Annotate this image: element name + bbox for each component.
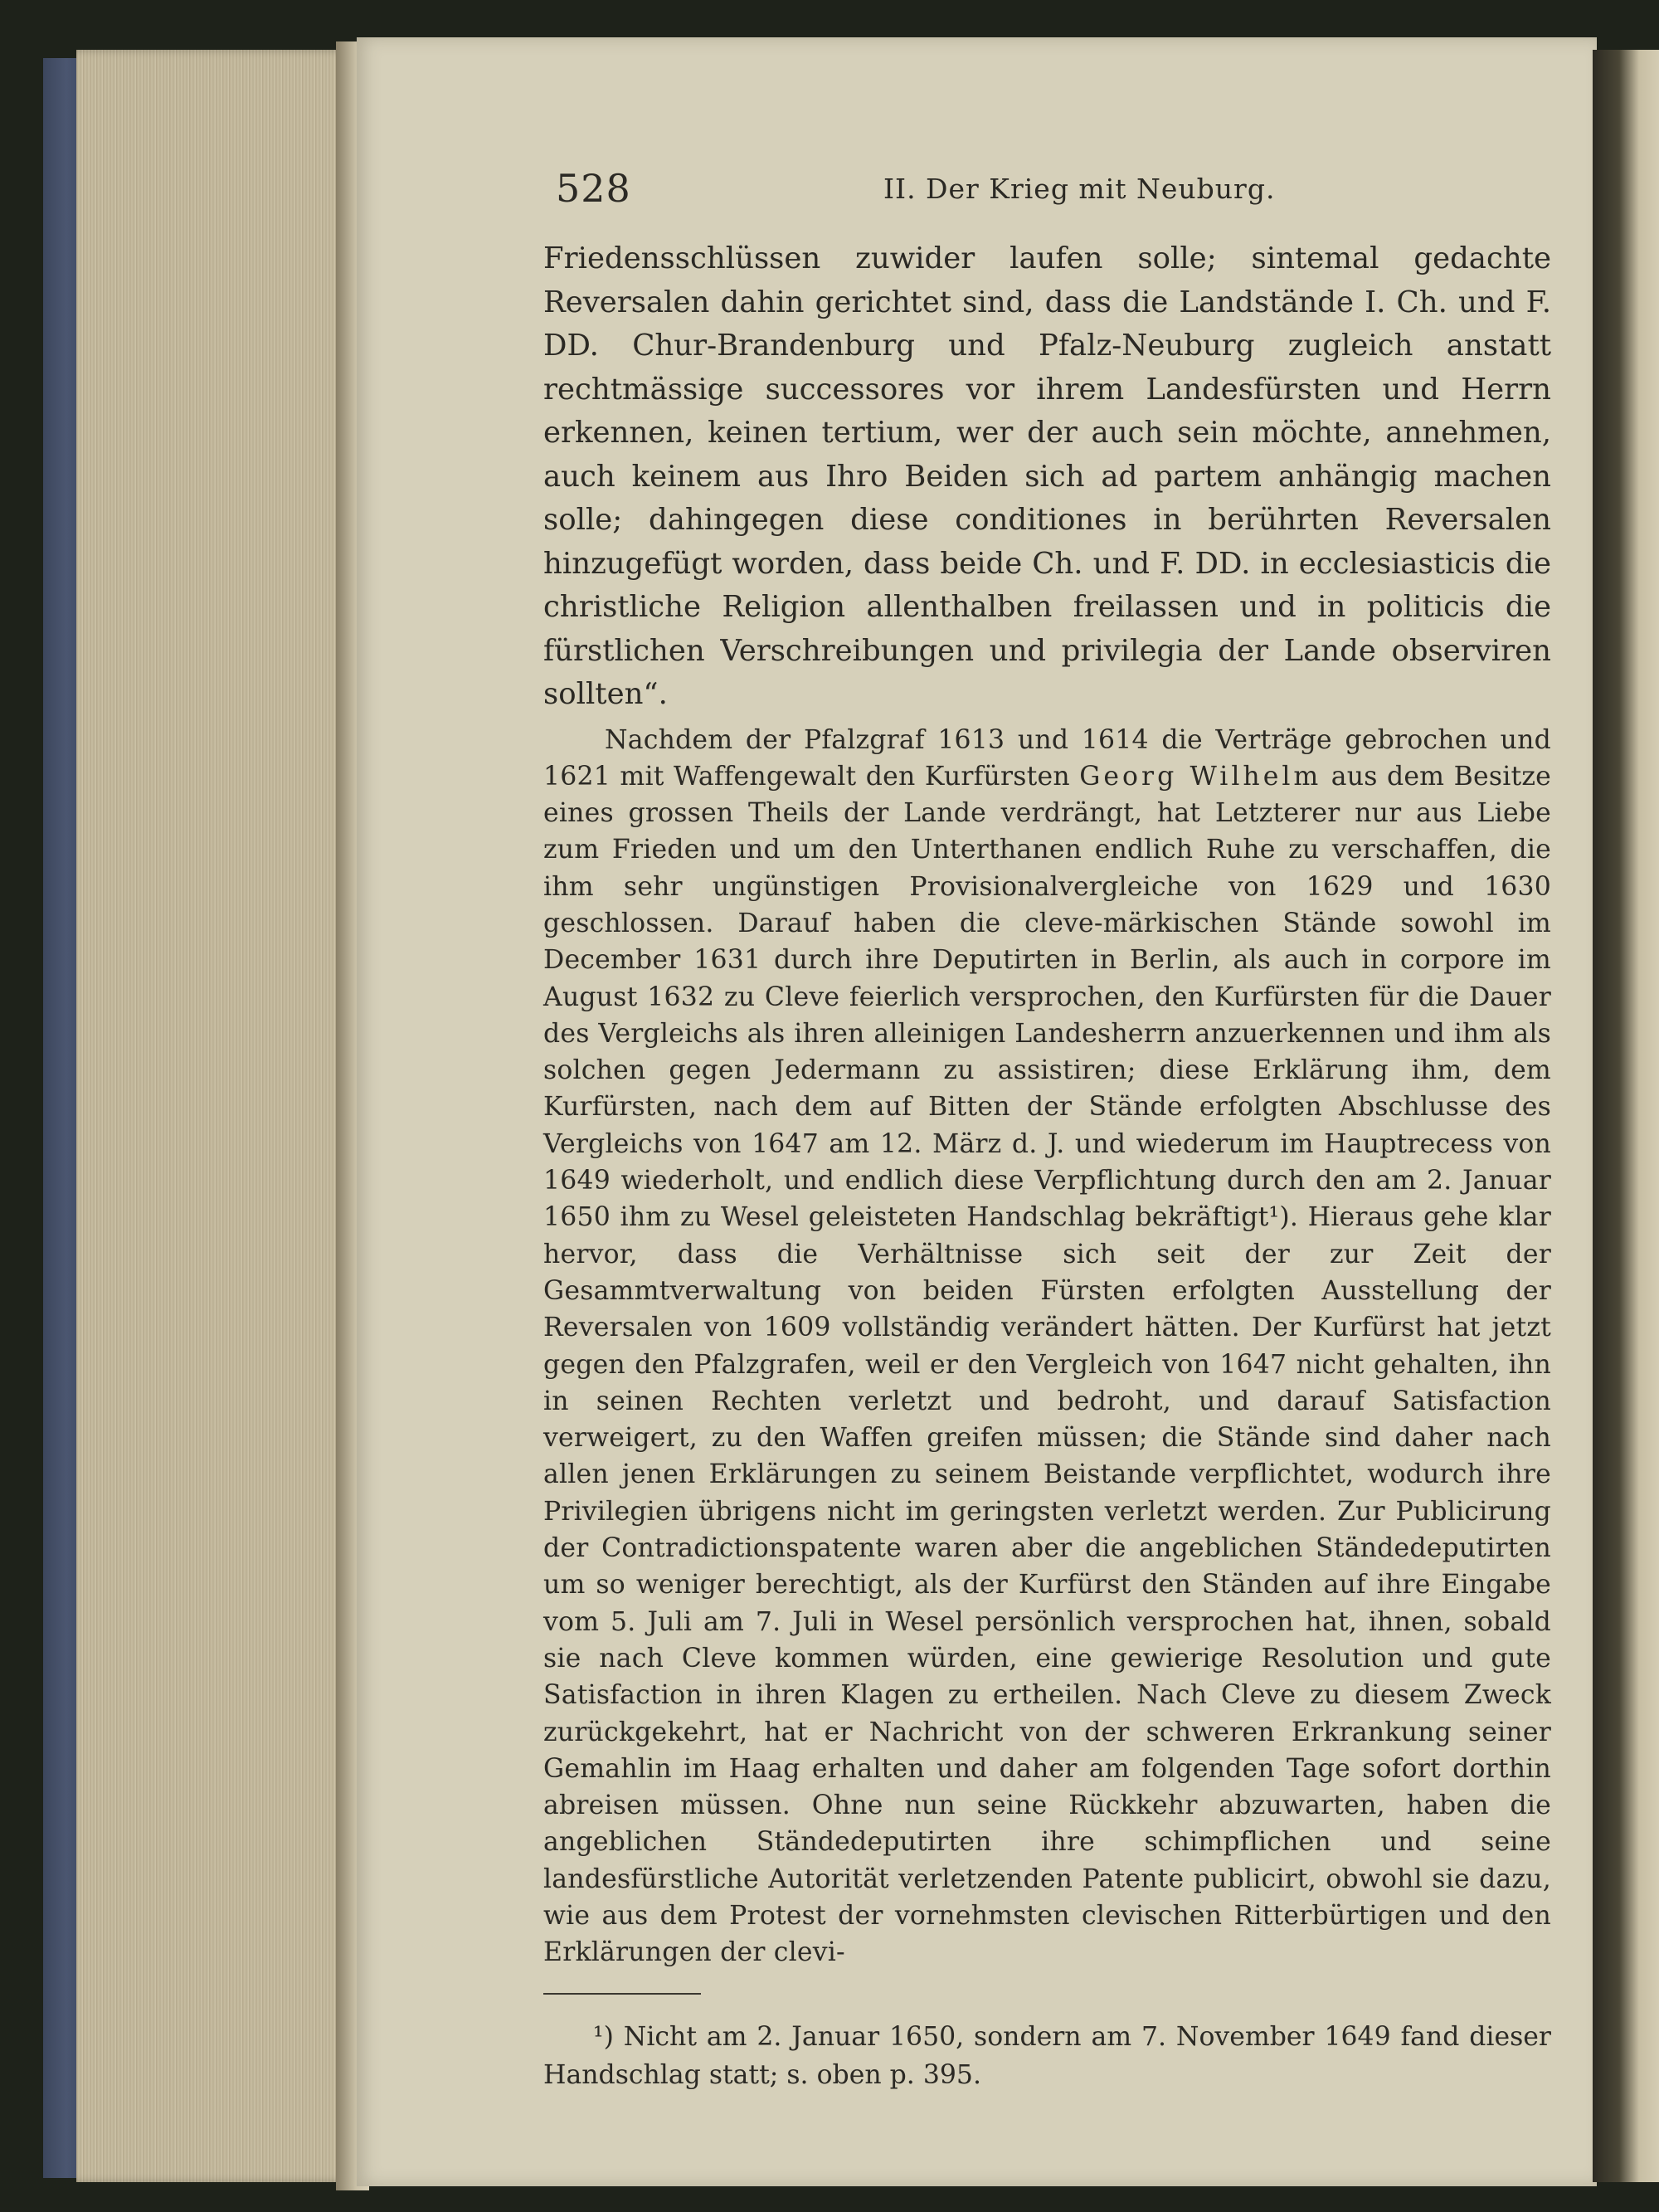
- footnote: ¹) Nicht am 2. Januar 1650, sondern am 7. November 1649 fand dieser Handschlag statt; s. oben p. 395.: [543, 2021, 1551, 2090]
- page-block-edges: [76, 50, 358, 2182]
- facing-page-edge: [1593, 50, 1659, 2182]
- person-name: Georg Wilhelm: [1079, 761, 1322, 792]
- paragraph-1: Friedensschlüssen zuwider laufen solle; sintemal gedachte Reversalen dahin gerichtet sind, dass die Landstände I. Ch. und F. DD. Chur-Brandenburg und Pfalz-Neuburg zugleich anstatt rechtmässige successores vor ihrem Landesfürsten und Herrn erkennen, keinen tertium, wer der auch sein möchte, annehmen, auch keinem aus Ihro Beiden sich ad partem anhängig machen solle; dahingegen diese conditiones in berührten Reversalen hinzugefügt worden, dass beide Ch. und F. DD. in ecclesiasticis die christliche Religion allenthalben freilassen und in politicis die fürstlichen Verschreibungen und privilegia der Lande observiren sollten“.: [543, 241, 1551, 711]
- footnote-rule: [543, 1993, 701, 1995]
- page-header: [543, 166, 1551, 216]
- paragraph-2: [543, 722, 1551, 1971]
- running-head: II. Der Krieg mit Neuburg.: [883, 173, 1276, 205]
- text-block: [543, 166, 1551, 2120]
- page-number: 528: [556, 166, 631, 211]
- paragraph-2-intro: Nachdem der Pfalzgraf 1613 und 1614 die Verträge gebrochen und 1621 mit Waffengewalt den Kurfürsten: [543, 724, 1551, 792]
- paragraph-2-rest: aus dem Besitze eines grossen Theils der Lande verdrängt, hat Letzterer nur aus Liebe zum Frieden und um den Unterthanen endlich Ruhe zu verschaffen, die ihm sehr ungünstigen Provisionalvergleiche von 1629 und 1630 geschlossen. Darauf haben die cleve-märkischen Stände sowohl im December 1631 durch ihre Deputirten in Berlin, als auch in corpore im August 1632 zu Cleve feierlich versprochen, den Kurfürsten für die Dauer des Vergleichs als ihren alleinigen Landesherrn anzuerkennen und ihm als solchen gegen Jedermann zu assistiren; diese Erklärung ihm, dem Kurfürsten, nach dem auf Bitten der Stände erfolgten Abschlusse des Vergleichs von 1647 am 12. März d. J. und wiederum im Hauptrecess von 1649 wiederholt, und endlich diese Verpflichtung durch den am 2. Januar 1650 ihm zu Wesel geleisteten Handschlag bekräftigt¹). Hieraus gehe klar hervor, dass die Verhältnisse sich seit der zur Zeit der Gesammtverwaltung von beiden Fürsten erfolgten Ausstellung der Reversalen von 1609 vollständig verändert hätten. Der Kurfürst hat jetzt gegen den Pfalzgrafen, weil er den Vergleich von 1647 nicht gehalten, ihn in seinen Rechten verletzt und bedroht, und darauf Satisfaction verweigert, zu den Waffen greifen müssen; die Stände sind daher nach allen jenen Erklärungen zu seinem Beistande verpflichtet, wodurch ihre Privilegien übrigens nicht im geringsten verletzt werden. Zur Publicirung der Contradictionspatente waren aber die angeblichen Ständedeputirten um so weniger berechtigt, als der Kurfürst den Ständen auf ihre Eingabe vom 5. Juli am 7. Juli in Wesel persönlich versprochen hat, ihnen, sobald sie nach Cleve kommen würden, eine gewierige Resolution und gute Satisfaction in ihren Klagen zu ertheilen. Nach Cleve zu diesem Zweck zurückgekehrt, hat er Nachricht von der schweren Erkrankung seiner Gemahlin im Haag erhalten und daher am folgenden Tage sofort dorthin abreisen müssen. Ohne nun seine Rückkehr abzuwarten, haben die angeblichen Ständedeputirten ihre schimpflichen und seine landesfürstliche Autorität verletzenden Patente publicirt, obwohl sie dazu, wie aus dem Protest der vornehmsten clevischen Ritterbürtigen und den Erklärungen der clevi-: [543, 761, 1551, 1968]
